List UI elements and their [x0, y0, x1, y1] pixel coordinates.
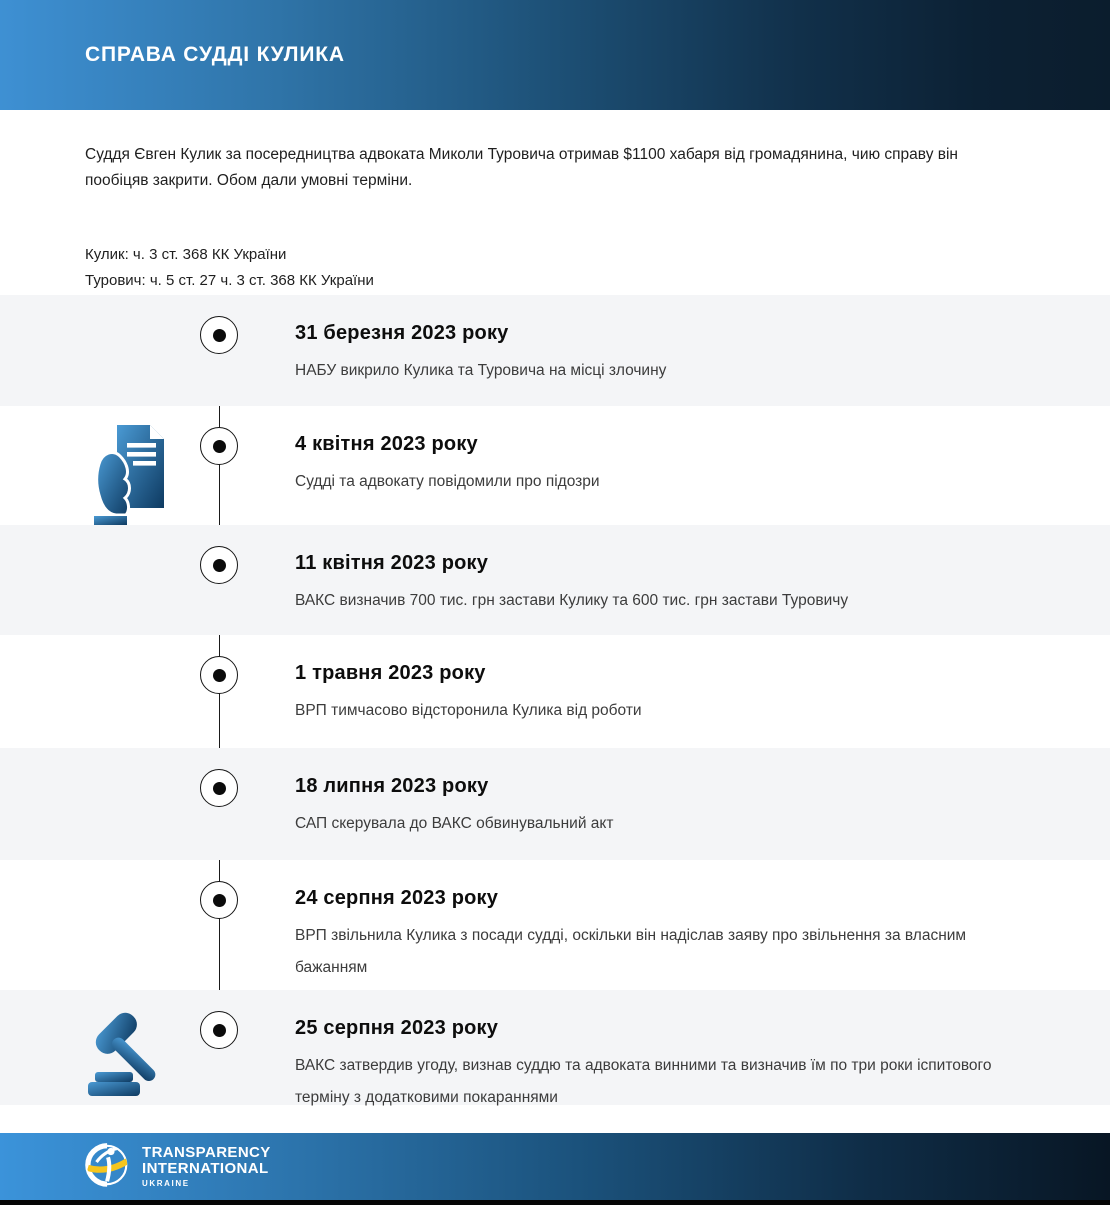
timeline-entry-content: [295, 431, 600, 498]
timeline-dot-icon: [200, 427, 238, 465]
timeline-entry-content: [295, 885, 1000, 984]
timeline-dot-inner: [213, 782, 226, 795]
timeline-date: 11 квітня 2023 року: [295, 552, 489, 574]
timeline-entry-content: [295, 773, 613, 840]
document-in-hand-icon: [88, 422, 168, 531]
timeline-dot-icon: [200, 1011, 238, 1049]
timeline-entry-content: [295, 660, 642, 727]
header-banner: [0, 0, 1110, 110]
timeline: [0, 295, 1110, 1105]
timeline-dot-inner: [213, 440, 226, 453]
ti-logo-line-2: INTERNATIONAL: [142, 1160, 269, 1177]
timeline-description: Судді та адвокату повідомили про підозри: [295, 473, 600, 490]
timeline-description: ВРП тимчасово відсторонила Кулика від роботи: [295, 702, 642, 719]
timeline-dot-inner: [213, 559, 226, 572]
timeline-entry-content: [295, 320, 666, 387]
timeline-dot-icon: [200, 546, 238, 584]
timeline-entry-1: [0, 295, 1110, 406]
timeline-dot-icon: [200, 769, 238, 807]
page-title: СПРАВА СУДДІ КУЛИКА: [85, 43, 345, 66]
timeline-entry-content: [295, 1015, 1000, 1114]
law-references: [85, 242, 1025, 294]
timeline-date: 4 квітня 2023 року: [295, 433, 478, 455]
ti-logo-line-1: TRANSPARENCY: [142, 1144, 271, 1161]
timeline-date: 24 серпня 2023 року: [295, 887, 499, 909]
intro-section: [0, 110, 1110, 295]
timeline-entry-7: [0, 990, 1110, 1105]
timeline-entry-5: [0, 748, 1110, 860]
timeline-description: САП скерувала до ВАКС обвинувальний акт: [295, 815, 614, 832]
law-line-kulyk: Кулик: ч. 3 ст. 368 КК України: [85, 246, 287, 263]
timeline-date: 25 серпня 2023 року: [295, 1017, 499, 1039]
timeline-entry-6: [0, 860, 1110, 990]
timeline-dot-icon: [200, 656, 238, 694]
timeline-dot-inner: [213, 329, 226, 342]
timeline-description: ВАКС затвердив угоду, визнав суддю та адвоката винними та визначив їм по три роки іспитового терміну з додатковими покараннями: [295, 1057, 992, 1106]
timeline-dot-inner: [213, 894, 226, 907]
timeline-dot-inner: [213, 1024, 226, 1037]
ti-globe-icon: [85, 1138, 133, 1195]
timeline-description: ВАКС визначив 700 тис. грн застави Кулику та 600 тис. грн застави Туровичу: [295, 592, 849, 609]
law-line-turovych: Турович: ч. 5 ст. 27 ч. 3 ст. 368 КК України: [85, 272, 374, 289]
timeline-entry-2: [0, 406, 1110, 525]
bottom-black-bar: [0, 1200, 1110, 1205]
timeline-entry-3: [0, 525, 1110, 635]
timeline-dot-icon: [200, 316, 238, 354]
timeline-date: 31 березня 2023 року: [295, 322, 509, 344]
ti-logo-country: UKRAINE: [142, 1179, 190, 1188]
timeline-dot-icon: [200, 881, 238, 919]
footer-banner: [0, 1133, 1110, 1200]
timeline-entry-4: [0, 635, 1110, 748]
intro-paragraph: Суддя Євген Кулик за посередництва адвоката Миколи Туровича отримав $1100 хабаря від громадянина, чию справу він пообіцяв закрити. Обом дали умовні терміни.: [85, 146, 958, 189]
timeline-description: ВРП звільнила Кулика з посади судді, оскільки він надіслав заяву про звільнення за власним бажанням: [295, 927, 967, 976]
ti-logo-text: [142, 1145, 271, 1188]
timeline-date: 18 липня 2023 року: [295, 775, 489, 797]
timeline-entry-content: [295, 550, 848, 617]
timeline-description: НАБУ викрило Кулика та Туровича на місці злочину: [295, 362, 667, 379]
timeline-date: 1 травня 2023 року: [295, 662, 486, 684]
timeline-dot-inner: [213, 669, 226, 682]
gavel-icon: [82, 1010, 178, 1110]
transparency-international-logo: [85, 1138, 271, 1195]
